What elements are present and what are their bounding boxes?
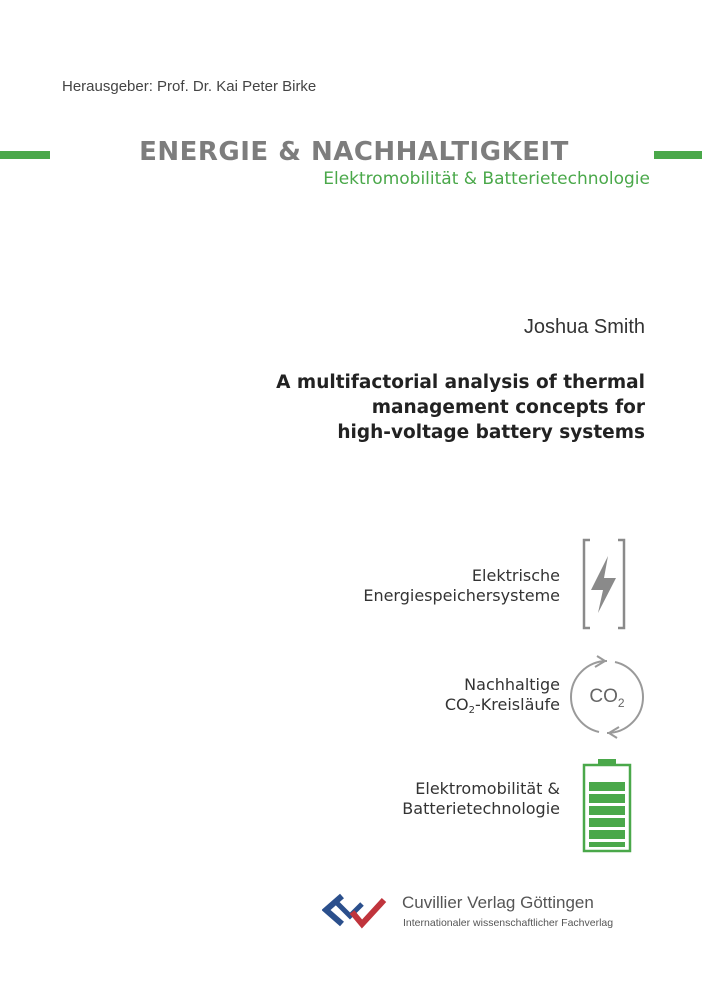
series-subtitle: Elektromobilität & Batterietechnologie <box>323 169 650 189</box>
editor-line: Herausgeber: Prof. Dr. Kai Peter Birke <box>62 78 317 95</box>
topic-co2-cycles-line-2: $CO_2$-Kreisläufe <box>444 695 560 716</box>
book-title-line-1: A multifactorial analysis of thermal <box>276 372 645 393</box>
topic-e-mobility-line-2: Batterietechnologie <box>402 799 560 818</box>
book-title-line-2: management concepts for <box>371 397 645 418</box>
book-title <box>150 370 645 445</box>
topic-co2-cycles <box>240 675 560 721</box>
author-name: Joshua Smith <box>523 316 645 338</box>
topic-energy-storage <box>240 566 560 606</box>
series-title: ENERGIE & NACHHALTIGKEIT <box>139 137 569 167</box>
green-bar-left <box>0 151 50 159</box>
topic-co2-cycles-line-1: Nachhaltige <box>464 675 560 694</box>
cuvillier-logo <box>322 892 388 932</box>
topic-energy-storage-line-1: Elektrische <box>471 566 560 585</box>
publisher-name: Cuvillier Verlag Göttingen <box>402 893 594 912</box>
book-title-line-3: high-voltage battery systems <box>337 422 645 443</box>
battery-icon <box>582 758 632 854</box>
topic-e-mobility-line-1: Elektromobilität & <box>415 779 560 798</box>
lightning-bolt-icon <box>578 538 630 630</box>
topic-energy-storage-line-2: Energiespeichersysteme <box>363 586 560 605</box>
topic-e-mobility <box>240 779 560 819</box>
co2-icon-label: $CO_2$ <box>589 686 625 710</box>
co2-cycle-icon <box>565 655 649 739</box>
green-bar-right <box>654 151 702 159</box>
publisher-tagline: Internationaler wissenschaftlicher Fachverlag <box>403 917 614 929</box>
